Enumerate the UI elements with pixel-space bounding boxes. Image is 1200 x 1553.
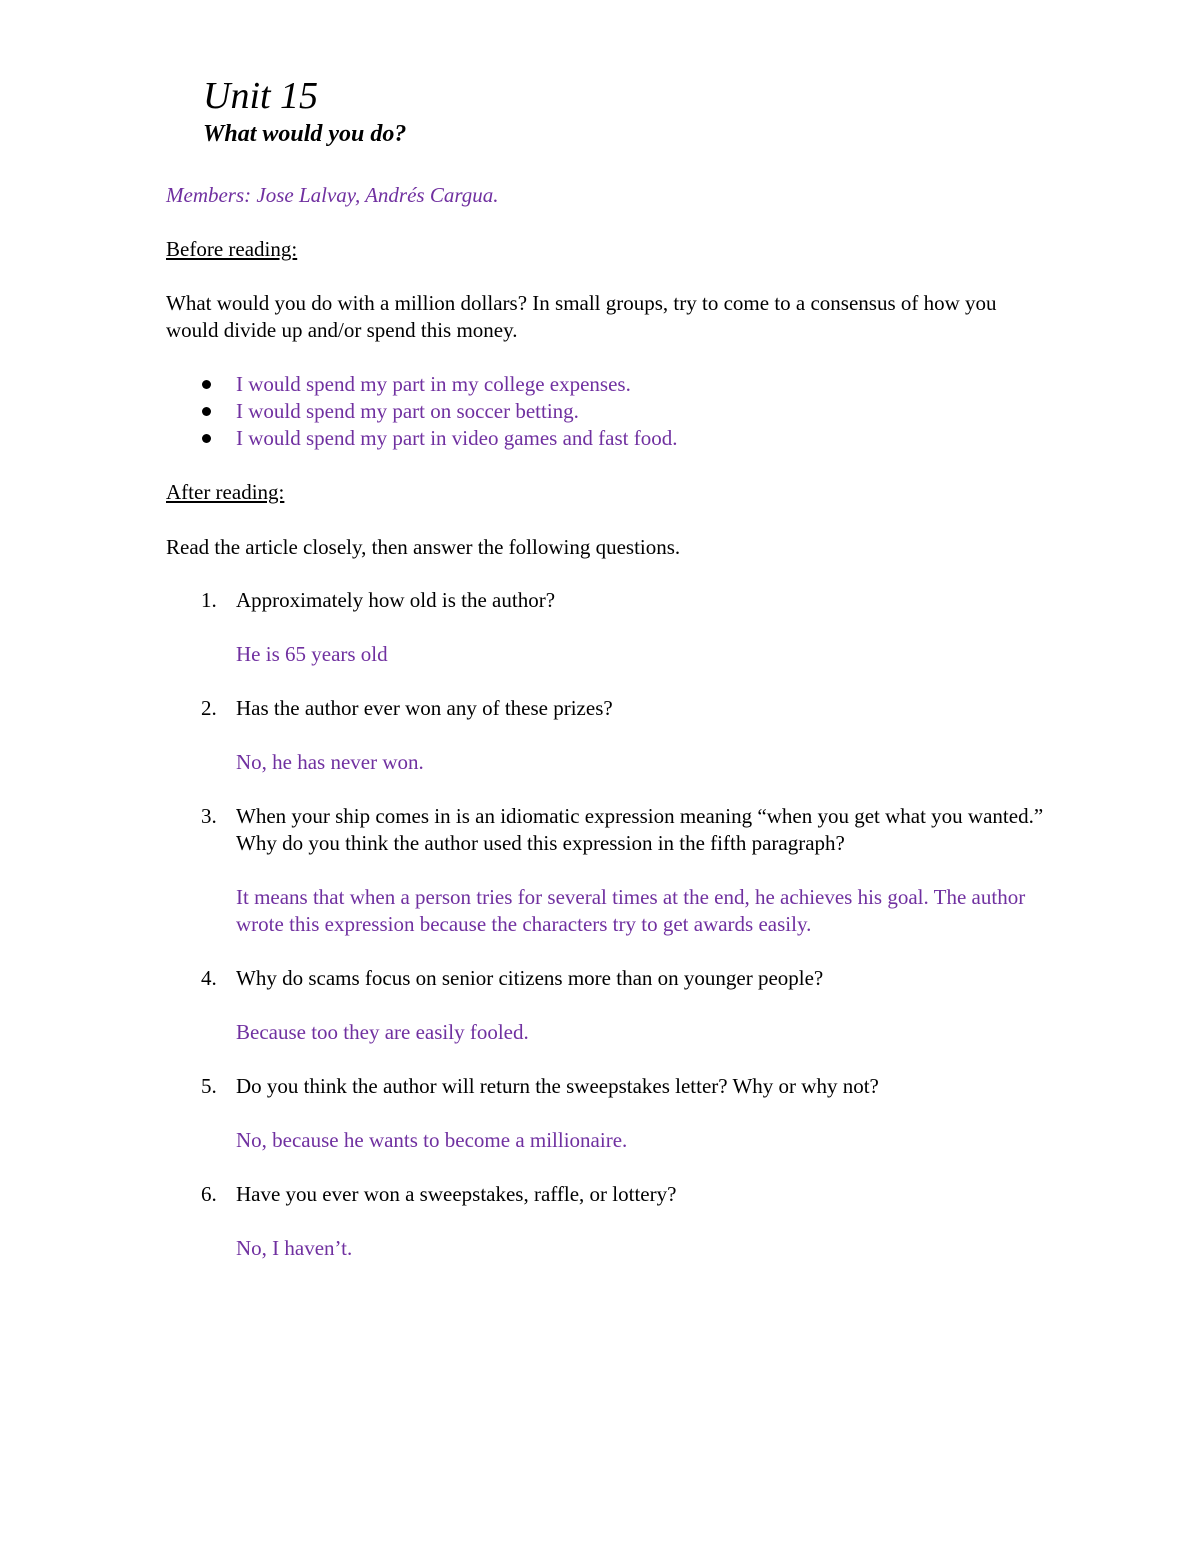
bullet-icon xyxy=(202,407,211,416)
after-reading-instruction: Read the article closely, then answer the following questions. xyxy=(166,535,681,559)
members-line: Members: Jose Lalvay, Andrés Cargua. xyxy=(166,183,499,207)
question-number: 3. xyxy=(201,804,217,828)
after-reading-heading: After reading: xyxy=(166,480,285,504)
question-number: 4. xyxy=(201,966,217,990)
question-item xyxy=(166,587,1046,668)
list-item xyxy=(166,398,1046,425)
question-text: When your ship comes in is an idiomatic expression meaning “when you get what you wanted.” Why do you think the author used this expression in the fifth paragraph? xyxy=(236,804,1044,855)
before-reading-prompt: What would you do with a million dollars? In small groups, try to come to a consensus of how you would divide up and/or spend this money. xyxy=(166,291,997,342)
answer-text: Because too they are easily fooled. xyxy=(236,1020,529,1044)
question-list xyxy=(166,587,1046,1262)
question-text: Have you ever won a sweepstakes, raffle, or lottery? xyxy=(236,1182,677,1206)
answer-text: No, I haven’t. xyxy=(236,1236,353,1260)
before-reading-answers xyxy=(166,371,1046,452)
answer-text: No, because he wants to become a millionaire. xyxy=(236,1128,628,1152)
question-number: 2. xyxy=(201,696,217,720)
question-text: Do you think the author will return the sweepstakes letter? Why or why not? xyxy=(236,1074,879,1098)
bullet-text: I would spend my part in my college expenses. xyxy=(236,372,631,396)
before-reading-heading: Before reading: xyxy=(166,237,298,261)
unit-title: Unit 15 xyxy=(203,75,319,117)
list-item xyxy=(166,425,1046,452)
unit-subtitle: What would you do? xyxy=(203,121,407,147)
bullet-text: I would spend my part on soccer betting. xyxy=(236,399,579,423)
bullet-icon xyxy=(202,380,211,389)
list-item xyxy=(166,371,1046,398)
question-item xyxy=(166,1073,1046,1154)
question-text: Approximately how old is the author? xyxy=(236,588,556,612)
bullet-icon xyxy=(202,434,211,443)
answer-text: He is 65 years old xyxy=(236,642,388,666)
answer-text: It means that when a person tries for several times at the end, he achieves his goal. The author wrote this expression because the characters try to get awards easily. xyxy=(236,885,1026,936)
question-number: 6. xyxy=(201,1182,217,1206)
question-item xyxy=(166,803,1046,938)
answer-text: No, he has never won. xyxy=(236,750,424,774)
question-text: Why do scams focus on senior citizens more than on younger people? xyxy=(236,966,824,990)
question-number: 1. xyxy=(201,588,217,612)
question-item xyxy=(166,695,1046,776)
question-number: 5. xyxy=(201,1074,217,1098)
bullet-text: I would spend my part in video games and fast food. xyxy=(236,426,678,450)
question-text: Has the author ever won any of these prizes? xyxy=(236,696,613,720)
question-item xyxy=(166,965,1046,1046)
question-item xyxy=(166,1181,1046,1262)
